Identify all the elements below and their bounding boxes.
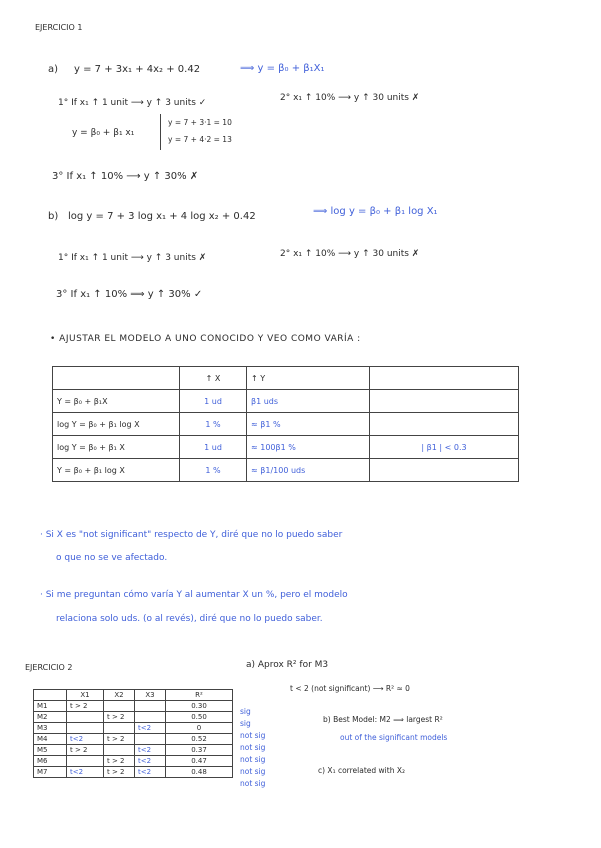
table-row bbox=[34, 767, 233, 778]
table-row bbox=[53, 390, 519, 413]
r-squared: 0.37 bbox=[166, 745, 233, 756]
y-change: ≈ β1 % bbox=[247, 413, 370, 436]
ex2-part-a-line-1: a) Aprox R² for M3 bbox=[246, 660, 329, 670]
r-squared: 0.47 bbox=[166, 756, 233, 767]
table-row bbox=[53, 436, 519, 459]
condition: | β1 | < 0.3 bbox=[370, 436, 519, 459]
ex2-header-cell: X1 bbox=[67, 690, 104, 701]
sig-note: not sig bbox=[240, 779, 266, 788]
part-a-point-2: 2° x₁ ↑ 10% ⟶ y ↑ 30 units ✗ bbox=[280, 93, 420, 103]
x3-t bbox=[135, 712, 166, 723]
sig-note: not sig bbox=[240, 743, 266, 752]
system-brace bbox=[160, 114, 166, 150]
sig-note: not sig bbox=[240, 767, 266, 776]
x3-t: t<2 bbox=[135, 767, 166, 778]
models-table-header bbox=[53, 367, 519, 390]
bullet-2-line-2: relaciona solo uds. (o al revés), diré que no lo puedo saber. bbox=[56, 614, 323, 624]
sig-note: sig bbox=[240, 707, 251, 716]
model-name: M5 bbox=[34, 745, 67, 756]
part-a-point-3: 3° If x₁ ↑ 10% ⟶ y ↑ 30% ✗ bbox=[52, 171, 199, 182]
r-squared: 0.30 bbox=[166, 701, 233, 712]
y-change: ≈ β1/100 uds bbox=[247, 459, 370, 482]
part-b-point-1: 1° If x₁ ↑ 1 unit ⟶ y ↑ 3 units ✗ bbox=[58, 253, 207, 263]
bullet-1-line-2: o que no se ve afectado. bbox=[56, 553, 168, 563]
x3-t: t<2 bbox=[135, 756, 166, 767]
ex2-part-b-line-1: b) Best Model: M2 ⟹ largest R² bbox=[323, 715, 443, 724]
part-b-result: ⟹ log y = β₀ + β₁ log X₁ bbox=[313, 206, 438, 217]
ex2-header-cell: X3 bbox=[135, 690, 166, 701]
table-row bbox=[53, 459, 519, 482]
x2-t bbox=[104, 723, 135, 734]
exercise-2-header bbox=[34, 690, 233, 701]
x3-t: t<2 bbox=[135, 745, 166, 756]
model-name: M3 bbox=[34, 723, 67, 734]
x1-t: t > 2 bbox=[67, 745, 104, 756]
table-row bbox=[34, 723, 233, 734]
ex2-header-cell: X2 bbox=[104, 690, 135, 701]
part-a-system-line-2: y = 7 + 4·2 = 13 bbox=[168, 135, 232, 144]
x1-t bbox=[67, 712, 104, 723]
model-name: M7 bbox=[34, 767, 67, 778]
part-b-label: b) bbox=[48, 211, 59, 222]
sig-note: not sig bbox=[240, 731, 266, 740]
models-header-cell: ↑ Y bbox=[247, 367, 370, 390]
table-row bbox=[34, 701, 233, 712]
bullet-2-line-1: · Si me preguntan cómo varía Y al aumentar X un %, pero el modelo bbox=[40, 590, 348, 600]
model-name: M1 bbox=[34, 701, 67, 712]
ex2-part-c: c) X₁ correlated with X₂ bbox=[318, 766, 405, 775]
models-header-cell: ↑ X bbox=[180, 367, 247, 390]
ex2-header-cell: R² bbox=[166, 690, 233, 701]
table-row bbox=[34, 745, 233, 756]
x1-t: t<2 bbox=[67, 734, 104, 745]
sig-note: not sig bbox=[240, 755, 266, 764]
x2-t: t > 2 bbox=[104, 756, 135, 767]
x3-t bbox=[135, 734, 166, 745]
y-change: β1 uds bbox=[247, 390, 370, 413]
models-table bbox=[52, 366, 519, 482]
part-b-point-3: 3° If x₁ ↑ 10% ⟹ y ↑ 30% ✓ bbox=[56, 289, 203, 300]
bullet-1-line-1: · Si X es "not significant" respecto de Y, diré que no lo puedo saber bbox=[40, 530, 343, 540]
x2-t: t > 2 bbox=[104, 767, 135, 778]
part-a-equation: y = 7 + 3x₁ + 4x₂ + 0.42 bbox=[74, 64, 201, 75]
model-formula: log Y = β₀ + β₁ log X bbox=[53, 413, 180, 436]
part-a-label: a) bbox=[48, 64, 59, 75]
exercise-2-title: EJERCICIO 2 bbox=[25, 663, 73, 672]
condition bbox=[370, 459, 519, 482]
sig-note: sig bbox=[240, 719, 251, 728]
ex2-header-cell bbox=[34, 690, 67, 701]
part-a-result: ⟹ y = β₀ + β₁X₁ bbox=[240, 63, 325, 74]
ex2-part-b-line-2: out of the significant models bbox=[340, 733, 448, 742]
table-row bbox=[53, 413, 519, 436]
table-row bbox=[34, 734, 233, 745]
x1-t: t > 2 bbox=[67, 701, 104, 712]
part-a-point-1: 1° If x₁ ↑ 1 unit ⟶ y ↑ 3 units ✓ bbox=[58, 98, 207, 108]
x3-t bbox=[135, 701, 166, 712]
model-name: M2 bbox=[34, 712, 67, 723]
adjust-model-note: • AJUSTAR EL MODELO A UNO CONOCIDO Y VEO COMO VARÍA : bbox=[50, 334, 361, 344]
x2-t: t > 2 bbox=[104, 712, 135, 723]
x1-t bbox=[67, 756, 104, 767]
x2-t bbox=[104, 745, 135, 756]
x2-t: t > 2 bbox=[104, 734, 135, 745]
part-a-system-line-1: y = 7 + 3·1 = 10 bbox=[168, 118, 232, 127]
x2-t bbox=[104, 701, 135, 712]
x3-t: t<2 bbox=[135, 723, 166, 734]
r-squared: 0.48 bbox=[166, 767, 233, 778]
condition bbox=[370, 413, 519, 436]
exercise-1-title: EJERCICIO 1 bbox=[35, 23, 83, 32]
r-squared: 0 bbox=[166, 723, 233, 734]
model-name: M6 bbox=[34, 756, 67, 767]
table-row bbox=[34, 712, 233, 723]
models-header-cell bbox=[53, 367, 180, 390]
x-change: 1 % bbox=[180, 413, 247, 436]
x-change: 1 % bbox=[180, 459, 247, 482]
part-b-point-2: 2° x₁ ↑ 10% ⟶ y ↑ 30 units ✗ bbox=[280, 249, 420, 259]
part-a-beta-equation: y = β₀ + β₁ x₁ bbox=[72, 128, 135, 138]
x-change: 1 ud bbox=[180, 436, 247, 459]
exercise-2-table bbox=[33, 689, 233, 778]
ex2-part-a-line-2: t < 2 (not significant) ⟶ R² ≈ 0 bbox=[290, 684, 410, 693]
model-formula: Y = β₀ + β₁ log X bbox=[53, 459, 180, 482]
condition bbox=[370, 390, 519, 413]
x1-t bbox=[67, 723, 104, 734]
x-change: 1 ud bbox=[180, 390, 247, 413]
model-formula: log Y = β₀ + β₁ X bbox=[53, 436, 180, 459]
model-formula: Y = β₀ + β₁X bbox=[53, 390, 180, 413]
r-squared: 0.50 bbox=[166, 712, 233, 723]
model-name: M4 bbox=[34, 734, 67, 745]
y-change: ≈ 100β1 % bbox=[247, 436, 370, 459]
models-header-cell bbox=[370, 367, 519, 390]
x1-t: t<2 bbox=[67, 767, 104, 778]
table-row bbox=[34, 756, 233, 767]
r-squared: 0.52 bbox=[166, 734, 233, 745]
part-b-equation: log y = 7 + 3 log x₁ + 4 log x₂ + 0.42 bbox=[68, 211, 256, 222]
